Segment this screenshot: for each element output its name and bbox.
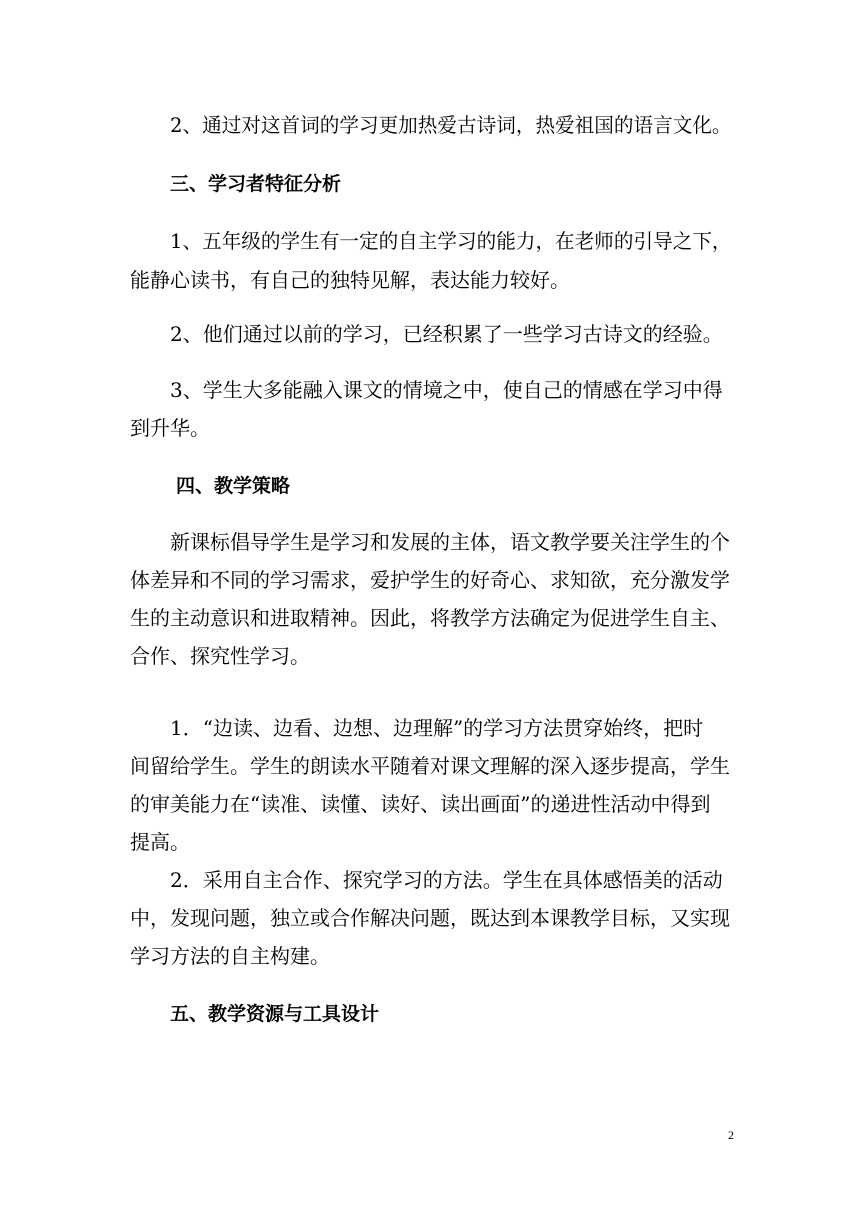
page-number: 2 (728, 1128, 734, 1142)
paragraph-line: 2．采用自主合作、探究学习的方法。学生在具体感悟美的活动 (170, 868, 723, 892)
paragraph-line: 中，发现问题，独立或合作解决问题，既达到本课教学目标，又实现 (130, 906, 730, 930)
paragraph-line: 的审美能力在“读准、读懂、读好、读出画面”的递进性活动中得到 (130, 792, 711, 816)
paragraph-line: 1．“边读、边看、边想、边理解”的学习方法贯穿始终，把时 (170, 716, 704, 740)
paragraph-line: 2、通过对这首词的学习更加热爱古诗词，热爱祖国的语言文化。 (170, 114, 732, 137)
paragraph-line: 能静心读书，有自己的独特见解，表达能力较好。 (130, 268, 570, 292)
section-heading: 五、教学资源与工具设计 (170, 1003, 380, 1025)
paragraph-line: 体差异和不同的学习需求，爱护学生的好奇心、求知欲，充分激发学 (130, 568, 730, 592)
paragraph-line: 到升华。 (130, 416, 210, 440)
paragraph-line: 提高。 (130, 830, 190, 854)
paragraph-line: 学习方法的自主构建。 (130, 944, 330, 968)
paragraph-line: 3、学生大多能融入课文的情境之中，使自己的情感在学习中得 (170, 378, 723, 402)
paragraph-line: 1、五年级的学生有一定的自主学习的能力，在老师的引导之下， (170, 230, 732, 253)
section-heading: 四、教学策略 (176, 475, 291, 497)
paragraph-line: 2、他们通过以前的学习，已经积累了一些学习古诗文的经验。 (170, 322, 723, 346)
paragraph-line: 新课标倡导学生是学习和发展的主体，语文教学要关注学生的个 (170, 530, 730, 554)
paragraph-line: 合作、探究性学习。 (130, 644, 310, 668)
section-heading: 三、学习者特征分析 (170, 173, 342, 195)
paragraph-line: 间留给学生。学生的朗读水平随着对课文理解的深入逐步提高，学生 (130, 754, 730, 778)
paragraph-line: 生的主动意识和进取精神。因此，将教学方法确定为促进学生自主、 (130, 606, 730, 630)
